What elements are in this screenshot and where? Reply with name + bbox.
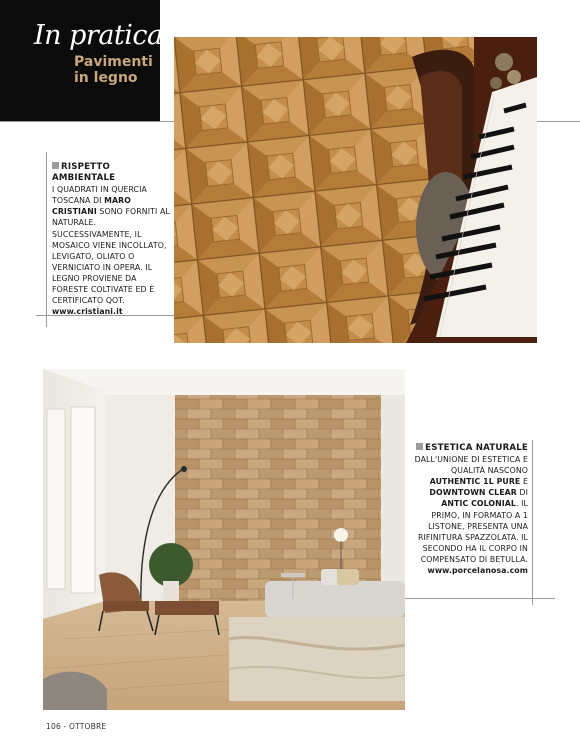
rule-caption1-vertical bbox=[46, 152, 47, 327]
section-header bbox=[0, 0, 163, 121]
parquet-piano-photo bbox=[174, 37, 537, 343]
brand-name: MARO CRISTIANI bbox=[52, 196, 131, 217]
caption-aesthetic-heading bbox=[412, 443, 528, 454]
living-room-photo bbox=[43, 369, 405, 710]
heading-text: RISPETTO AMBIENTALE bbox=[52, 162, 116, 184]
section-title: In pratica bbox=[34, 20, 163, 51]
rule-caption2-vertical bbox=[532, 440, 533, 605]
website-link[interactable]: www.porcelanosa.com bbox=[427, 566, 528, 576]
website-link[interactable]: www.cristiani.it bbox=[52, 307, 123, 317]
caption-body-b: SONO FORNITI AL NATURALE. SUCCESSIVAMENTE, IL MOSAICO VIENE INCOLLATO, LEVIGATO, OLIATO O VERNICIATO IN OPERA. IL LEGNO PROVIENE DA FORESTE COLTIVATE ED È CERTIFICATO QOT. bbox=[52, 207, 170, 306]
caption-body-a: DALL'UNIONE DI ESTETICA E QUALITÀ NASCONO bbox=[414, 455, 528, 476]
product-name-1: AUTHENTIC 1L PURE bbox=[429, 477, 521, 487]
product-name-2: DOWNTOWN CLEAR bbox=[429, 488, 517, 498]
caption-body-d: . IL PRIMO, IN FORMATO A 1 LISTONE, PRESENTA UNA RIFINITURA SPAZZOLATA. IL SECONDO HA IL CORPO IN COMPENSATO DI BETULLA. bbox=[417, 499, 528, 564]
subtitle-line-1: Pavimenti bbox=[74, 54, 153, 70]
subtitle-line-2: in legno bbox=[74, 70, 138, 86]
caption-body-a: I QUADRATI IN QUERCIA TOSCANA DI bbox=[52, 185, 147, 206]
caption-body-b: E bbox=[522, 477, 528, 487]
rule-caption2-bottom bbox=[405, 598, 555, 599]
caption-body-c: DI bbox=[519, 488, 528, 498]
square-marker-icon bbox=[416, 443, 423, 450]
rule-top-left bbox=[0, 121, 174, 122]
brand-name: ANTIC COLONIAL bbox=[441, 499, 516, 509]
heading-text: ESTETICA NATURALE bbox=[425, 443, 528, 453]
caption-environment bbox=[52, 162, 172, 317]
square-marker-icon bbox=[52, 162, 59, 169]
caption-aesthetic bbox=[412, 443, 528, 576]
page-footer: 106 - OTTOBRE bbox=[46, 722, 107, 731]
section-subtitle bbox=[74, 54, 153, 86]
caption-environment-heading bbox=[52, 162, 172, 184]
rule-top-right bbox=[537, 121, 580, 122]
